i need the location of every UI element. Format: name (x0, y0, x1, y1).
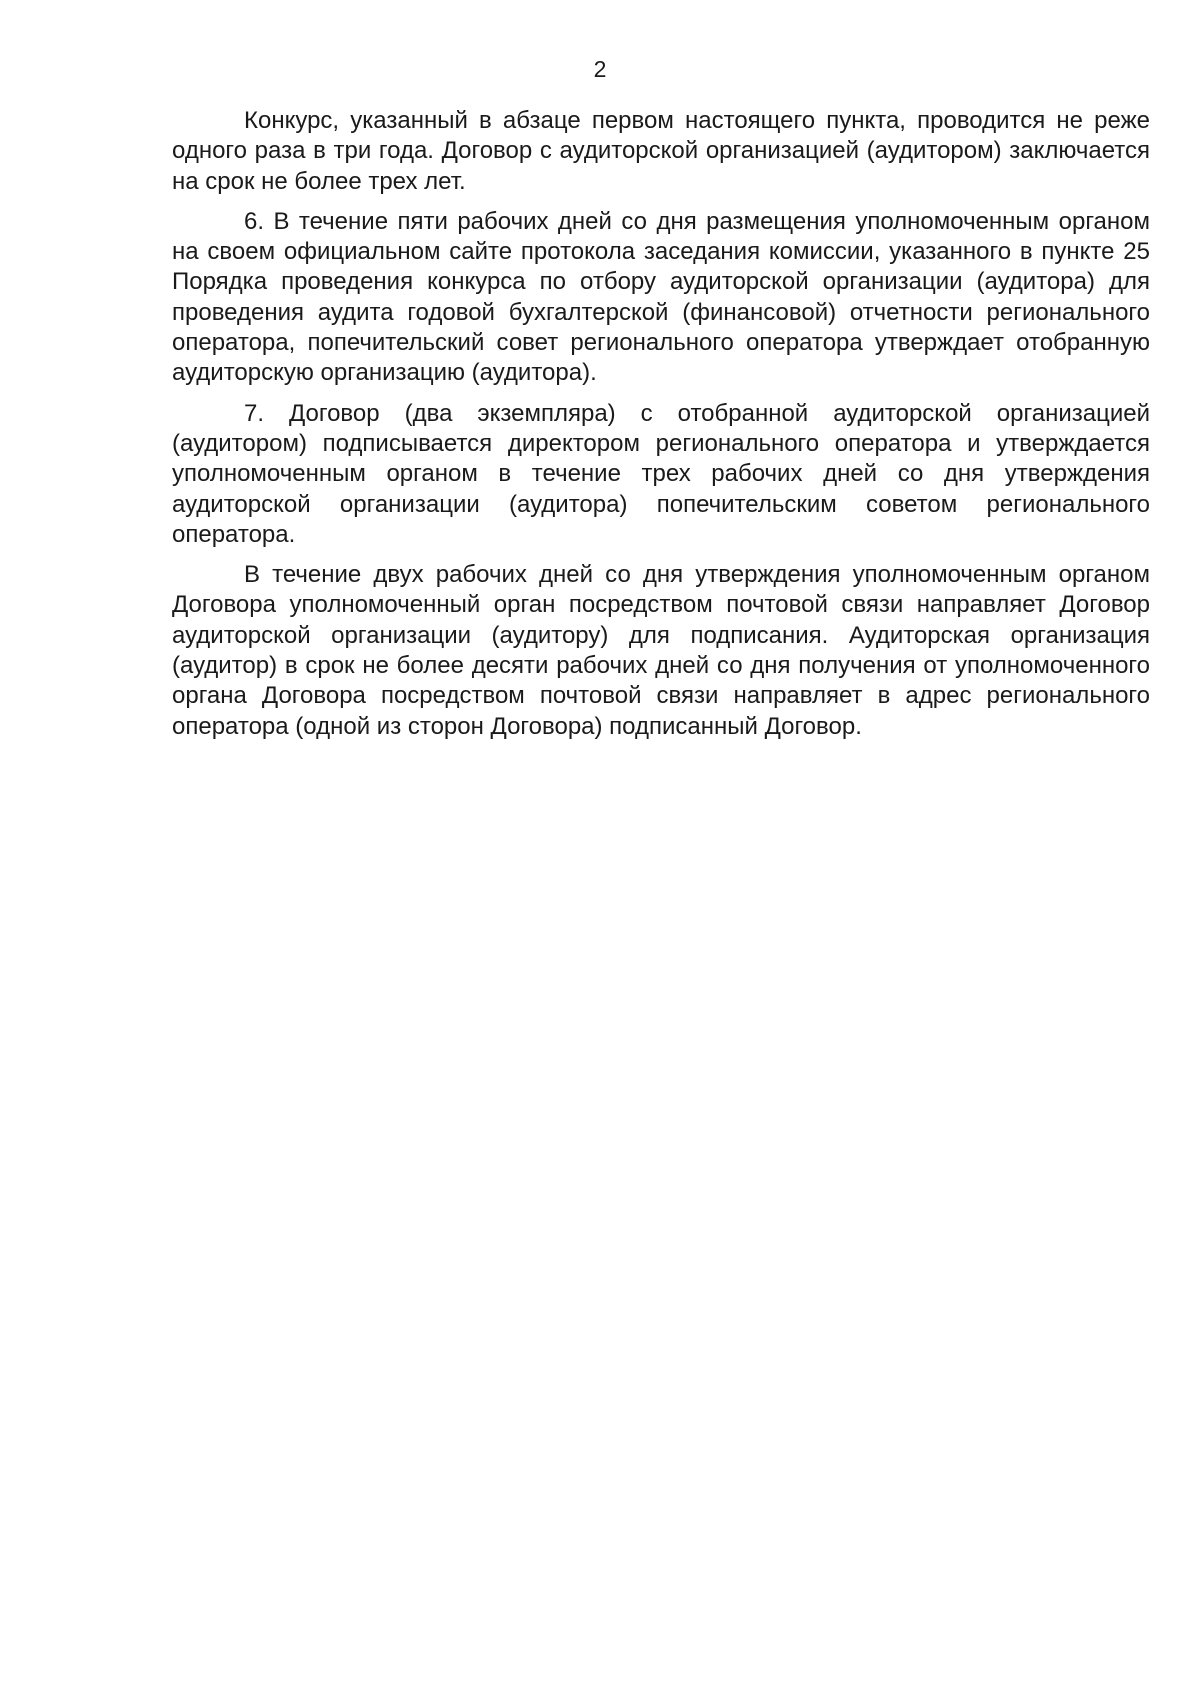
paragraph-contest-frequency: Конкурс, указанный в абзаце первом настоящего пункта, проводится не реже одного раза в три года. Договор с аудиторской организацией (аудитором) заключается на срок не более трех лет. (172, 107, 1150, 195)
page-number: 2 (593, 56, 607, 82)
document-body (172, 106, 1150, 752)
paragraph-contract-signing: В течение двух рабочих дней со дня утверждения уполномоченным органом Договора уполномоченный орган посредством почтовой связи направляет Договор аудиторской организации (аудитору) для подписания. Аудиторская организация (аудитор) в срок не более десяти рабочих дней со дня получения от уполномоченного органа Договора посредством почтовой связи направляет в адрес регионального оператора (одной из сторон Договора) подписанный Договор. (172, 561, 1150, 740)
paragraph-item-6: 6. В течение пяти рабочих дней со дня размещения уполномоченным органом на своем официальном сайте протокола заседания комиссии, указанного в пункте 25 Порядка проведения конкурса по отбору аудиторской организации (аудитора) для проведения аудита годовой бухгалтерской (финансовой) отчетности регионального оператора, попечительский совет регионального оператора утверждает отобранную аудиторскую организацию (аудитора). (172, 207, 1150, 387)
paragraph-item-7: 7. Договор (два экземпляра) с отобранной аудиторской организацией (аудитором) подписывается директором регионального оператора и утверждается уполномоченным органом в течение трех рабочих дней со дня утверждения аудиторской организации (аудитора) попечительским советом регионального оператора. (172, 399, 1150, 548)
